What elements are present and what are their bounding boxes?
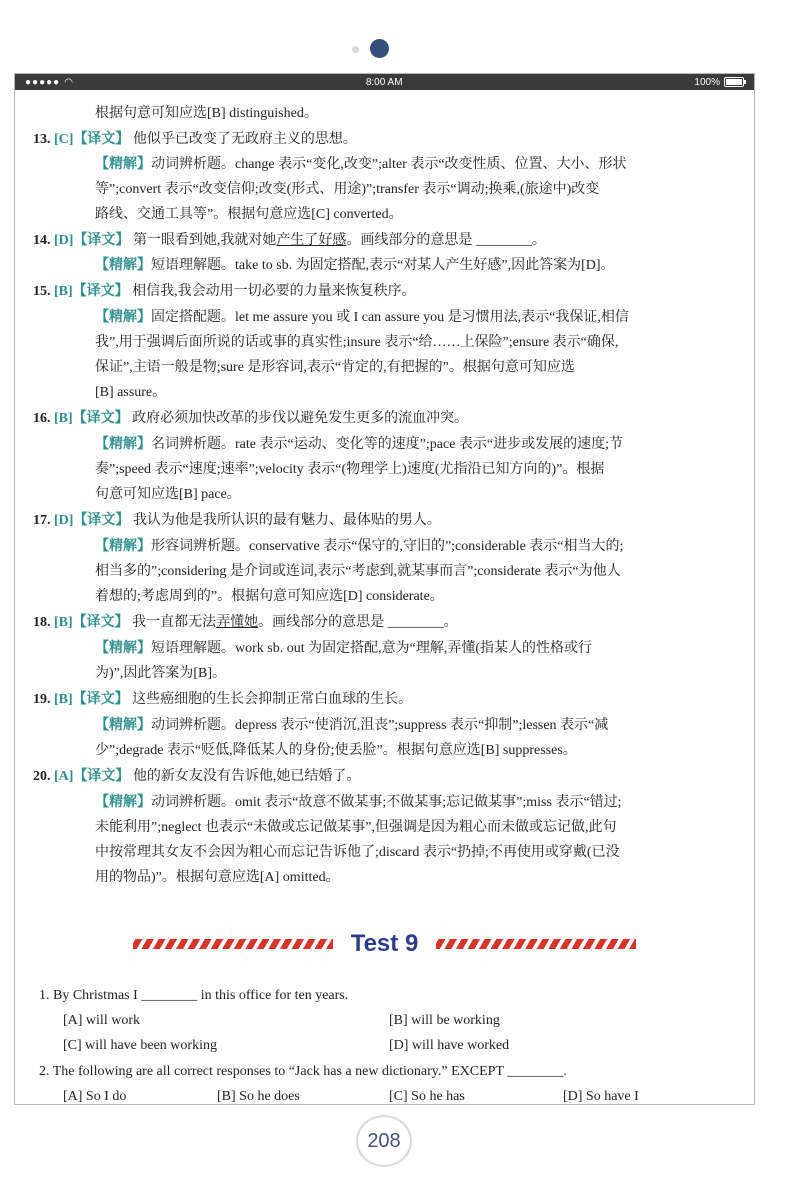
explanation-19 <box>95 716 608 736</box>
answer-key: [A] <box>54 769 74 784</box>
battery-indicator <box>694 77 744 88</box>
translation-text: 他的新女友没有告诉他,她已结婚了。 <box>132 769 361 784</box>
camera-lens <box>370 39 389 58</box>
option-d: [D] will have worked <box>389 1038 510 1053</box>
explanation-text: 形容词辨析题。conservative 表示“保守的,守旧的”;considerable 表示“相当大的; <box>151 539 624 554</box>
text-line <box>95 664 226 684</box>
translation-text: 第一眼看到她,我就对她 <box>132 233 277 248</box>
explanation-text: 名词辨析题。rate 表示“运动、变化等的速度”;pace 表示“进步或发展的速度;节 <box>151 437 624 452</box>
page-number: 208 <box>356 1115 412 1167</box>
line-text: 我”,用于强调后面所说的话或事的真实性;insure 表示“给……上保险”;ensure 表示“确保, <box>95 335 619 350</box>
question-number: 17. <box>33 513 51 528</box>
translation-text: 他似乎已改变了无政府主义的思想。 <box>132 132 357 147</box>
explanation-18 <box>95 639 592 659</box>
option-c: [C] So he has <box>389 1089 465 1104</box>
explanation-text: 固定搭配题。let me assure you 或 I can assure you 是习惯用法,表示“我保证,相信 <box>151 310 629 325</box>
answer-key: [B] <box>54 615 73 630</box>
translation-label: 【译文】 <box>73 513 130 528</box>
option-a: [A] So I do <box>63 1089 127 1104</box>
translation-text: 我认为他是我所认识的最有魅力、最体贴的男人。 <box>132 513 441 528</box>
question-13 <box>33 130 357 150</box>
question-number: 13. <box>33 132 51 147</box>
translation-label: 【译文】 <box>72 615 129 630</box>
question-number: 19. <box>33 692 51 707</box>
line-text: 少”;degrade 表示“贬低,降低某人的身份;使丢脸”。根据句意应选[B] suppresses。 <box>95 743 577 758</box>
underlined-phrase: 产生了好感 <box>276 233 347 248</box>
text-line <box>95 104 318 124</box>
translation-text: 。画线部分的意思是 ________。 <box>258 615 458 630</box>
text-line <box>95 818 616 838</box>
wifi-icon: ◠ <box>64 76 74 88</box>
explanation-17 <box>95 537 623 557</box>
explanation-15 <box>95 308 629 328</box>
text-line <box>95 205 403 225</box>
explanation-label: 【精解】 <box>95 258 151 273</box>
explanation-20 <box>95 793 622 813</box>
explanation-label: 【精解】 <box>95 310 151 325</box>
explanation-text: 动词辨析题。depress 表示“使消沉,沮丧”;suppress 表示“抑制”;lessen 表示“减 <box>151 718 609 733</box>
answer-key: [C] <box>54 132 74 147</box>
text-line <box>95 383 166 403</box>
option-c: [C] will have been working <box>63 1038 217 1053</box>
question-number: 16. <box>33 411 51 426</box>
question-number: 15. <box>33 284 51 299</box>
page-footer <box>0 1115 800 1167</box>
option-d: [D] So have I <box>563 1089 639 1104</box>
translation-label: 【译文】 <box>73 132 130 147</box>
line-text: 中按常理其女友不会因为粗心而忘记告诉他了;discard 表示“扔掉;不再使用或穿戴(已没 <box>95 845 620 860</box>
battery-icon <box>724 77 744 87</box>
explanation-text: 动词辨析题。omit 表示“故意不做某事;不做某事;忘记做某事”;miss 表示“错过; <box>151 795 622 810</box>
answer-key: [B] <box>54 411 73 426</box>
test-section-header <box>15 929 754 959</box>
question-20 <box>33 767 360 787</box>
text-line <box>95 587 444 607</box>
line-text: 保证”,主语一般是物;sure 是形容词,表示“肯定的,有把握的”。根据句意可知应选 <box>95 360 575 375</box>
text-line <box>95 333 618 353</box>
translation-text: 。画线部分的意思是 ________。 <box>346 233 546 248</box>
question-19 <box>33 690 412 710</box>
explanation-label: 【精解】 <box>95 795 151 810</box>
question-1-stem: 1. By Christmas I ________ in this office for ten years. <box>39 988 349 1003</box>
answer-key: [D] <box>54 513 74 528</box>
line-text: 用的物品)”。根据句意应选[A] omitted。 <box>95 870 340 885</box>
line-text: 着想的;考虑周到的”。根据句意可知应选[D] considerate。 <box>95 589 444 604</box>
signal-indicator <box>25 77 74 88</box>
text-line <box>95 180 599 200</box>
test-title: Test 9 <box>350 930 419 957</box>
question-16 <box>33 409 468 429</box>
answer-key: [B] <box>54 284 73 299</box>
sensor-dot <box>352 46 359 53</box>
battery-percent: 100% <box>694 76 720 88</box>
line-text: 等”;convert 表示“改变信仰;改变(形式、用途)”;transfer 表示“调动;换乘,(旅途中)改变 <box>95 182 600 197</box>
answer-key: [B] <box>54 692 73 707</box>
option-b: [B] will be working <box>389 1013 500 1028</box>
question-2-stem: 2. The following are all correct responses to “Jack has a new dictionary.” EXCEPT ________. <box>39 1064 567 1079</box>
translation-text: 政府必须加快改革的步伐以避免发生更多的流血冲突。 <box>132 411 469 426</box>
status-time: 8:00 AM <box>365 76 403 88</box>
line-text: [B] assure。 <box>95 385 167 400</box>
text-line <box>95 843 620 863</box>
text-line <box>95 358 575 378</box>
question-15 <box>33 282 416 302</box>
status-bar <box>15 74 754 90</box>
translation-label: 【译文】 <box>72 411 129 426</box>
translation-text: 我一直都无法 <box>132 615 217 630</box>
line-text: 句意可知应选[B] pace。 <box>95 487 241 502</box>
explanation-text: 短语理解题。work sb. out 为固定搭配,意为“理解,弄懂(指某人的性格或行 <box>151 641 592 656</box>
question-number: 14. <box>33 233 51 248</box>
explanation-text: 动词辨析题。change 表示“变化,改变”;alter 表示“改变性质、位置、大小、形状 <box>151 157 627 172</box>
translation-text: 相信我,我会动用一切必要的力量来恢复秩序。 <box>132 284 416 299</box>
explanation-label: 【精解】 <box>95 157 151 172</box>
line-text: 为)”,因此答案为[B]。 <box>95 666 227 681</box>
explanation-label: 【精解】 <box>95 437 151 452</box>
explanation-text: 短语理解题。take to sb. 为固定搭配,表示“对某人产生好感”,因此答案为[D]。 <box>151 258 615 273</box>
decorative-stripes-right <box>436 939 636 949</box>
line-text: 相当多的”;considering 是介词或连词,表示“考虑到,就某事而言”;considerate 表示“为他人 <box>95 564 621 579</box>
line-text: 未能利用”;neglect 也表示“未做或忘记做某事”,但强调是因为粗心而未做或忘记做,此句 <box>95 820 617 835</box>
translation-text: 这些癌细胞的生长会抑制正常白血球的生长。 <box>132 692 413 707</box>
line-text: 路线、交通工具等”。根据句意应选[C] converted。 <box>95 207 403 222</box>
signal-text: ●●●●● <box>25 76 61 88</box>
text-line <box>95 741 577 761</box>
text-line <box>95 485 241 505</box>
text-line <box>95 562 621 582</box>
question-18 <box>33 613 458 633</box>
option-a: [A] will work <box>63 1013 140 1028</box>
explanation-label: 【精解】 <box>95 641 151 656</box>
question-14 <box>33 231 546 251</box>
question-17 <box>33 511 441 531</box>
question-number: 20. <box>33 769 51 784</box>
answer-key: [D] <box>54 233 74 248</box>
text-line <box>95 868 340 888</box>
text-line <box>95 460 604 480</box>
explanation-14 <box>95 256 615 276</box>
explanation-16 <box>95 435 623 455</box>
translation-label: 【译文】 <box>72 692 129 707</box>
translation-label: 【译文】 <box>73 233 130 248</box>
device-camera <box>0 38 800 62</box>
explanation-13 <box>95 155 627 175</box>
underlined-phrase: 弄懂她 <box>216 615 259 630</box>
question-number: 18. <box>33 615 51 630</box>
tablet-screen <box>14 73 755 1105</box>
line-text: 奏”;speed 表示“速度;速率”;velocity 表示“(物理学上)速度(尤指沿已知方向的)”。根据 <box>95 462 605 477</box>
line-text: 根据句意可知应选[B] distinguished。 <box>95 106 318 121</box>
translation-label: 【译文】 <box>72 284 129 299</box>
explanation-label: 【精解】 <box>95 539 151 554</box>
decorative-stripes-left <box>133 939 333 949</box>
translation-label: 【译文】 <box>73 769 130 784</box>
explanation-label: 【精解】 <box>95 718 151 733</box>
option-b: [B] So he does <box>217 1089 300 1104</box>
